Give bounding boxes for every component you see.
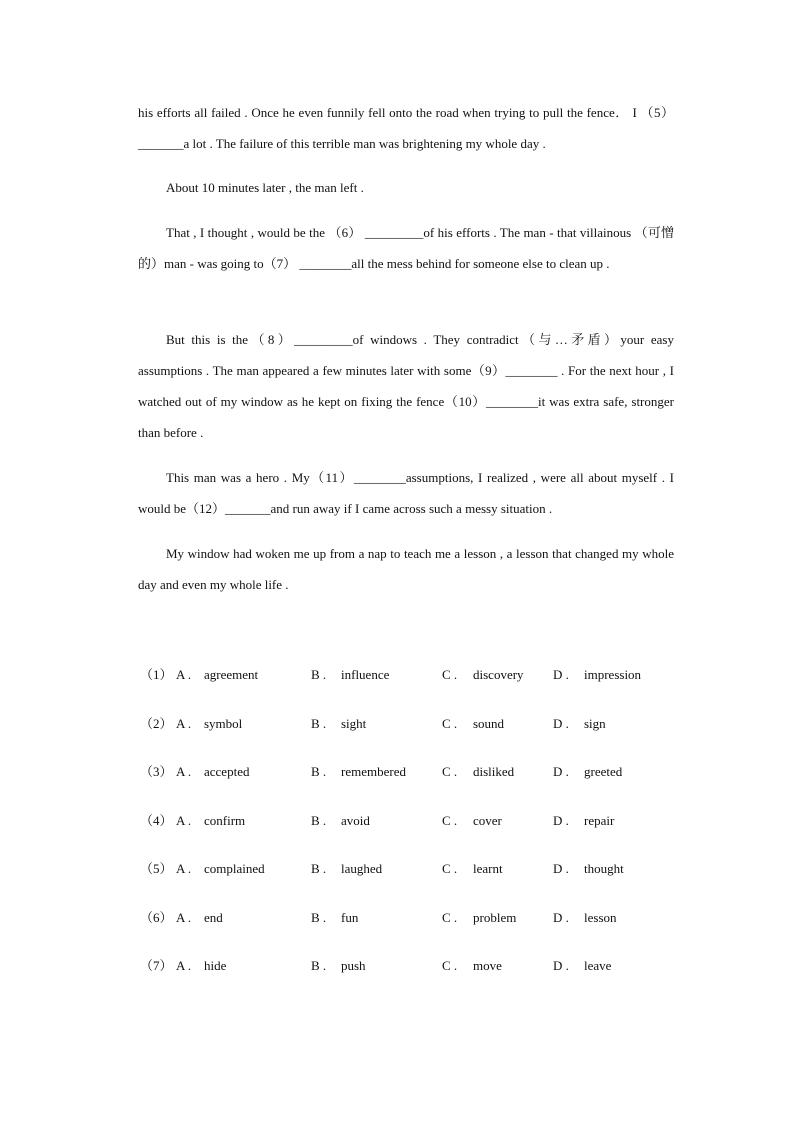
option-d-text: leave <box>584 958 612 973</box>
option-a-text: confirm <box>204 813 246 828</box>
option-b-text: remembered <box>341 764 406 779</box>
option-a-letter: A . <box>176 667 192 682</box>
option-c-text: learnt <box>473 861 503 876</box>
option-c-text: discovery <box>473 667 524 682</box>
question-3-options <box>140 762 700 782</box>
option-c-letter: C . <box>442 861 458 876</box>
option-d-text: impression <box>584 667 642 682</box>
question-number: （6） <box>140 910 173 925</box>
option-d-letter: D . <box>553 958 569 973</box>
option-c-letter: C . <box>442 667 458 682</box>
passage-paragraph-3: That , I thought , would be the （6） _________of his efforts . The man - that villainous （可憎的）man - was going to（7） ________all the mess behind for someone else to clean up . <box>138 225 674 271</box>
option-a-text: complained <box>204 861 265 876</box>
option-b-letter: B . <box>311 813 327 828</box>
option-d-text: thought <box>584 861 624 876</box>
option-a-text: symbol <box>204 716 243 731</box>
option-c-text: problem <box>473 910 517 925</box>
option-a-letter: A . <box>176 813 192 828</box>
option-d-text: greeted <box>584 764 623 779</box>
option-b-letter: B . <box>311 667 327 682</box>
question-number: （2） <box>140 716 173 731</box>
question-5-options <box>140 859 700 879</box>
option-b-letter: B . <box>311 861 327 876</box>
question-6-options <box>140 908 700 928</box>
passage-paragraph-6: My window had woken me up from a nap to teach me a lesson , a lesson that changed my whole day and even my whole life . <box>138 546 674 592</box>
option-a-letter: A . <box>176 910 192 925</box>
option-c-text: move <box>473 958 502 973</box>
option-d-text: sign <box>584 716 606 731</box>
option-d-letter: D . <box>553 813 569 828</box>
option-b-letter: B . <box>311 764 327 779</box>
option-c-letter: C . <box>442 910 458 925</box>
question-1-options <box>140 665 700 685</box>
option-d-letter: D . <box>553 861 569 876</box>
option-d-letter: D . <box>553 764 569 779</box>
passage-paragraph-2: About 10 minutes later , the man left . <box>166 180 364 195</box>
option-b-letter: B . <box>311 958 327 973</box>
option-c-letter: C . <box>442 764 458 779</box>
option-b-text: influence <box>341 667 390 682</box>
option-a-letter: A . <box>176 716 192 731</box>
option-b-text: avoid <box>341 813 370 828</box>
question-number: （4） <box>140 813 173 828</box>
option-b-text: sight <box>341 716 367 731</box>
option-b-letter: B . <box>311 716 327 731</box>
option-c-letter: C . <box>442 716 458 731</box>
question-number: （5） <box>140 861 173 876</box>
option-d-letter: D . <box>553 910 569 925</box>
option-c-text: cover <box>473 813 502 828</box>
question-number: （1） <box>140 667 173 682</box>
option-c-text: sound <box>473 716 505 731</box>
option-b-text: laughed <box>341 861 383 876</box>
option-a-letter: A . <box>176 958 192 973</box>
option-d-text: repair <box>584 813 615 828</box>
option-a-text: end <box>204 910 223 925</box>
option-c-letter: C . <box>442 958 458 973</box>
passage-paragraph-4: But this is the（8）_________of windows . They contradict（与…矛盾）your easy assumptions . The man appeared a few minutes later with some（9）________ . For the next hour , I watched out of my window as he kept on fixing the fence（10）________it was extra safe, stronger than before . <box>138 332 674 440</box>
passage-paragraph-5: This man was a hero . My（11）________assumptions, I realized , were all about myself . I would be（12）_______and run away if I came across such a messy situation . <box>138 470 674 516</box>
question-4-options <box>140 811 700 831</box>
question-number: （3） <box>140 764 173 779</box>
option-b-text: push <box>341 958 366 973</box>
option-a-text: agreement <box>204 667 259 682</box>
option-d-letter: D . <box>553 667 569 682</box>
option-a-letter: A . <box>176 861 192 876</box>
passage-paragraph-1: his efforts all failed . Once he even funnily fell onto the road when trying to pull the fence． I （5）_______a lot . The failure of this terrible man was brightening my whole day . <box>138 105 674 151</box>
option-b-letter: B . <box>311 910 327 925</box>
question-2-options <box>140 714 700 734</box>
question-7-options <box>140 956 700 976</box>
option-a-text: accepted <box>204 764 250 779</box>
option-a-letter: A . <box>176 764 192 779</box>
option-c-letter: C . <box>442 813 458 828</box>
option-d-letter: D . <box>553 716 569 731</box>
option-d-text: lesson <box>584 910 617 925</box>
option-b-text: fun <box>341 910 359 925</box>
option-c-text: disliked <box>473 764 515 779</box>
option-a-text: hide <box>204 958 227 973</box>
question-number: （7） <box>140 958 173 973</box>
